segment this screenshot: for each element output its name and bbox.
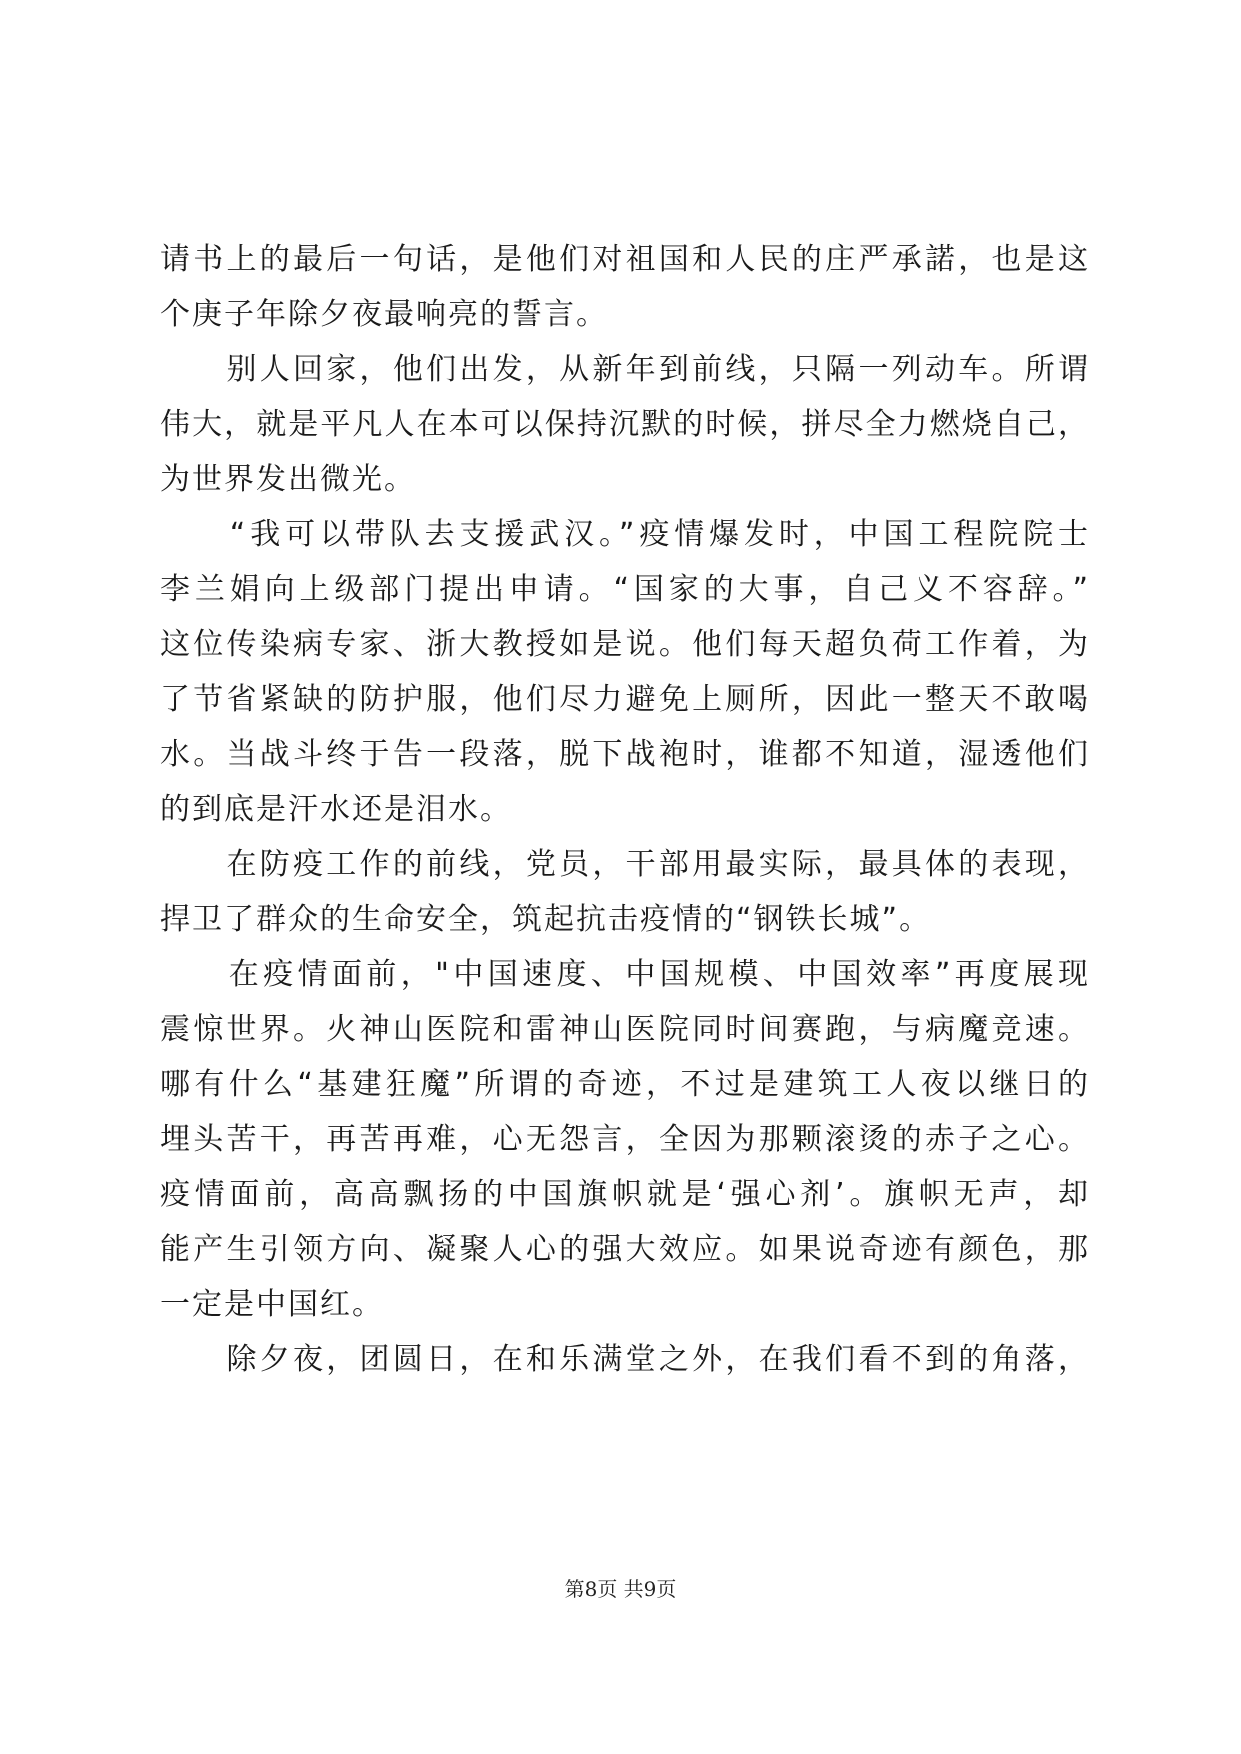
text-line: “我可以带队去支援武汉。”疫情爆发时，中国工程院院士 (160, 517, 1090, 552)
text-line: 这位传染病专家、浙大教授如是说。他们每天超负荷工作着，为 (160, 627, 1090, 662)
text-line: 水。当战斗终于告一段落，脱下战袍时，谁都不知道，湿透他们 (160, 737, 1090, 772)
text-line: 别人回家，他们出发，从新年到前线，只隔一列动车。所谓 (160, 352, 1090, 387)
text-line: 疫情面前，高高飘扬的中国旗帜就是‘强心剂’。旗帜无声，却 (160, 1177, 1090, 1212)
text-line: 请书上的最后一句话，是他们对祖国和人民的庄严承諾，也是这 (160, 242, 1090, 277)
text-line: 埋头苦干，再苦再难，心无怨言，全因为那颗滚烫的赤子之心。 (160, 1122, 1090, 1157)
text-line: 个庚子年除夕夜最响亮的誓言。 (160, 297, 608, 332)
text-line: 能产生引领方向、凝聚人心的强大效应。如果说奇迹有颜色，那 (160, 1232, 1090, 1267)
text-line: 在防疫工作的前线，党员，干部用最实际，最具体的表现， (160, 847, 1090, 882)
text-line: 了节省紧缺的防护服，他们尽力避免上厕所，因此一整天不敢喝 (160, 682, 1090, 717)
text-line: 除夕夜，团圆日，在和乐满堂之外，在我们看不到的角落， (160, 1342, 1090, 1377)
text-line: 捍卫了群众的生命安全，筑起抗击疫情的“钢铁长城”。 (160, 902, 932, 937)
text-line: 哪有什么“基建狂魔”所谓的奇迹，不过是建筑工人夜以继日的 (160, 1067, 1090, 1102)
text-line: 为世界发出微光。 (160, 462, 416, 497)
body-text (160, 232, 1090, 1387)
text-line: 一定是中国红。 (160, 1287, 384, 1322)
text-line: 伟大，就是平凡人在本可以保持沉默的时候，拼尽全力燃烧自己， (160, 407, 1090, 442)
text-line: 的到底是汗水还是泪水。 (160, 792, 512, 827)
text-line: 震惊世界。火神山医院和雷神山医院同时间赛跑，与病魔竞速。 (160, 1012, 1090, 1047)
text-line: 在疫情面前，"中国速度、中国规模、中国效率”再度展现 (160, 957, 1090, 992)
page-number-footer: 第8页 共9页 (564, 1577, 677, 1601)
text-line: 李兰娟向上级部门提出申请。“国家的大事，自己义不容辞。” (160, 572, 1090, 607)
